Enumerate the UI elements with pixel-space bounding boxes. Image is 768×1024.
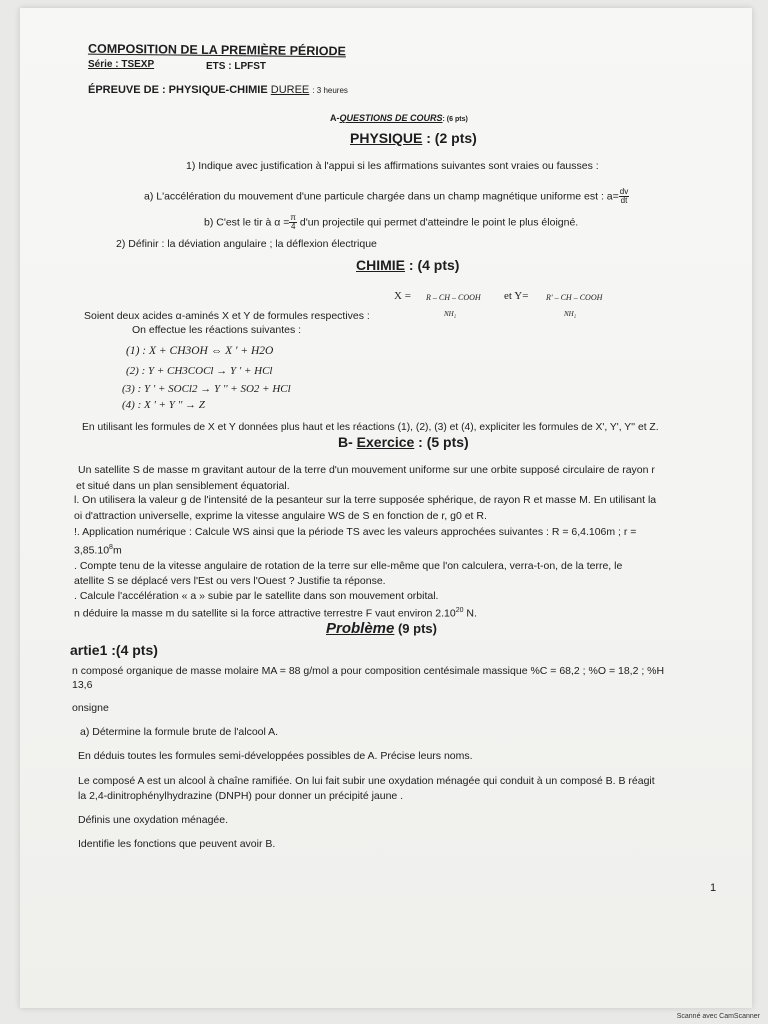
epreuve-line [88,84,348,97]
physique-q1b [204,214,578,231]
physique-points: : (2 pts) [426,130,477,146]
reaction-4: (4) : X ' + Y '' → Z [122,399,205,411]
epreuve-label: ÉPREUVE DE : PHYSIQUE-CHIMIE [88,84,268,96]
physique-q2: 2) Définir : la déviation angulaire ; la déflexion électrique [116,238,377,250]
physique-q1a [144,188,629,205]
probleme-title: Problème [326,620,395,637]
chimie-points: : (4 pts) [408,257,460,273]
exercice-heading [338,436,469,449]
q1a-text: a) L'accélération du mouvement d'une particule chargée dans un champ magnétique uniforme est : a= [144,190,619,203]
exercice-line-8: atellite S se déplacé vers l'Est ou vers l'Ouest ? Justifie ta réponse. [74,575,386,587]
physique-q1: 1) Indique avec justification à l'appui si les affirmations suivantes sont vraies ou fausses : [186,160,599,172]
section-a-title: QUESTIONS DE COURS [339,113,443,123]
exercice-line-9: . Calcule l'accélération « a » subie par le satellite dans son mouvement orbital. [74,590,439,602]
x-formula: R – CH – COOH [426,293,481,302]
dv-dt-fraction [619,188,629,205]
exam-title: COMPOSITION DE LA PREMIÈRE PÉRIODE [87,41,346,59]
section-a-heading [330,112,468,126]
probleme-heading [326,622,437,635]
exercice-line-2: et situé dans un plan sensiblement équatorial. [76,480,290,492]
frac-num: dv [619,187,629,196]
consigne-label: onsigne [72,702,109,714]
y-label: et Y= [504,290,529,302]
probleme-line-2: 13,6 [72,679,93,691]
page-number: 1 [710,882,717,894]
exercice-line-4: oi d'attraction universelle, exprime la vitesse angulaire WS de S en fonction de r, g0 et R. [74,510,487,522]
question-b: En déduis toutes les formules semi-développées possibles de A. Précise leurs noms. [78,750,473,762]
section-a-prefix: A- [330,113,340,123]
duree-value: : 3 heures [312,86,348,95]
exercice-prefix: B- [338,434,353,450]
probleme-points: (9 pts) [394,621,437,636]
exercice-line-7: . Compte tenu de la vitesse angulaire de rotation de la terre sur elle-même que l'on calculera, verra-t-on, de la terre, le [74,560,623,572]
question-c-line-2: la 2,4-dinitrophénylhydrazine (DNPH) pour donner un précipité jaune . [78,790,404,802]
frac-num: π [290,213,296,222]
frac-den: dt [620,196,628,205]
chimie-title: CHIMIE [356,257,405,273]
reaction-3: (3) : Y ' + SOCl2 → Y '' + SO2 + HCl [122,383,291,395]
question-c-line-1: Le composé A est un alcool à chaîne ramifiée. On lui fait subir une oxydation ménagée qui conduit à un composé B. B réagit [78,775,655,787]
q1b-end: d'un projectile qui permet d'atteindre le point le plus éloigné. [296,216,579,229]
partie-1-heading: artie1 :(4 pts) [70,642,158,658]
duree-label: DUREE [270,84,310,96]
physique-heading [350,132,477,145]
l10-main: n déduire la masse m du satellite si la force attractive terrestre F vaut environ 2.10 [74,607,456,620]
exam-sheet [20,8,752,1008]
question-a: a) Détermine la formule brute de l'alcool A. [80,726,279,738]
chimie-question: En utilisant les formules de X et Y données plus haut et les réactions (1), (2), (3) et (4), expliciter les formules de X', Y', Y'' et Z. [82,422,659,433]
serie-label: Série : TSEXP [88,59,155,70]
l10-exp: 20 [455,607,464,614]
section-a-points: : (6 pts) [442,116,468,123]
l6-unit: m [112,544,122,557]
frac-den: 4 [290,222,296,231]
y-formula: R' – CH – COOH [546,293,603,302]
chimie-heading [356,259,459,272]
physique-title: PHYSIQUE [350,130,423,146]
chimie-intro2: On effectue les réactions suivantes : [132,324,302,336]
q1b-start: b) C'est le tir à α = [204,216,290,229]
y-sub: NH₂ [564,310,577,318]
exercice-points: : (5 pts) [418,434,469,450]
x-sub: NH₂ [444,310,457,318]
question-e: Identifie les fonctions que peuvent avoir B. [78,838,276,850]
question-d: Définis une oxydation ménagée. [78,814,229,826]
exercice-line-1: Un satellite S de masse m gravitant autour de la terre d'un mouvement uniforme sur une orbite supposé circulaire de rayon r [78,464,655,476]
exercice-title: Exercice [356,434,415,450]
reaction-1: (1) : X + CH3OH ⇔ X ' + H2O [126,345,274,357]
l6-exp: 8 [109,544,113,551]
exercice-line-10 [74,604,477,621]
exercice-line-6 [74,541,122,558]
probleme-line-1: n composé organique de masse molaire MA = 88 g/mol a pour composition centésimale massique %C = 68,2 ; %O = 18,2 ; %H [72,665,665,677]
l6-main: 3,85.10 [74,544,110,557]
x-label: X = [394,290,411,302]
l10-unit: N. [463,607,477,620]
pi-over-4-fraction [289,214,297,231]
exercice-line-5: !. Application numérique : Calcule WS ainsi que la période TS avec les valeurs approchées suivantes : R = 6,4.106m ; r = [74,526,637,538]
ets-label: ETS : LPFST [206,61,266,72]
chimie-intro: Soient deux acides α-aminés X et Y de formules respectives : [84,310,370,322]
scanner-footer: Scanné avec CamScanner [676,1013,760,1020]
reaction-2: (2) : Y + CH3COCl → Y ' + HCl [126,365,273,377]
exercice-line-3: l. On utilisera la valeur g de l'intensité de la pesanteur sur la terre supposée sphérique, de rayon R et masse M. En utilisant la [74,494,657,506]
